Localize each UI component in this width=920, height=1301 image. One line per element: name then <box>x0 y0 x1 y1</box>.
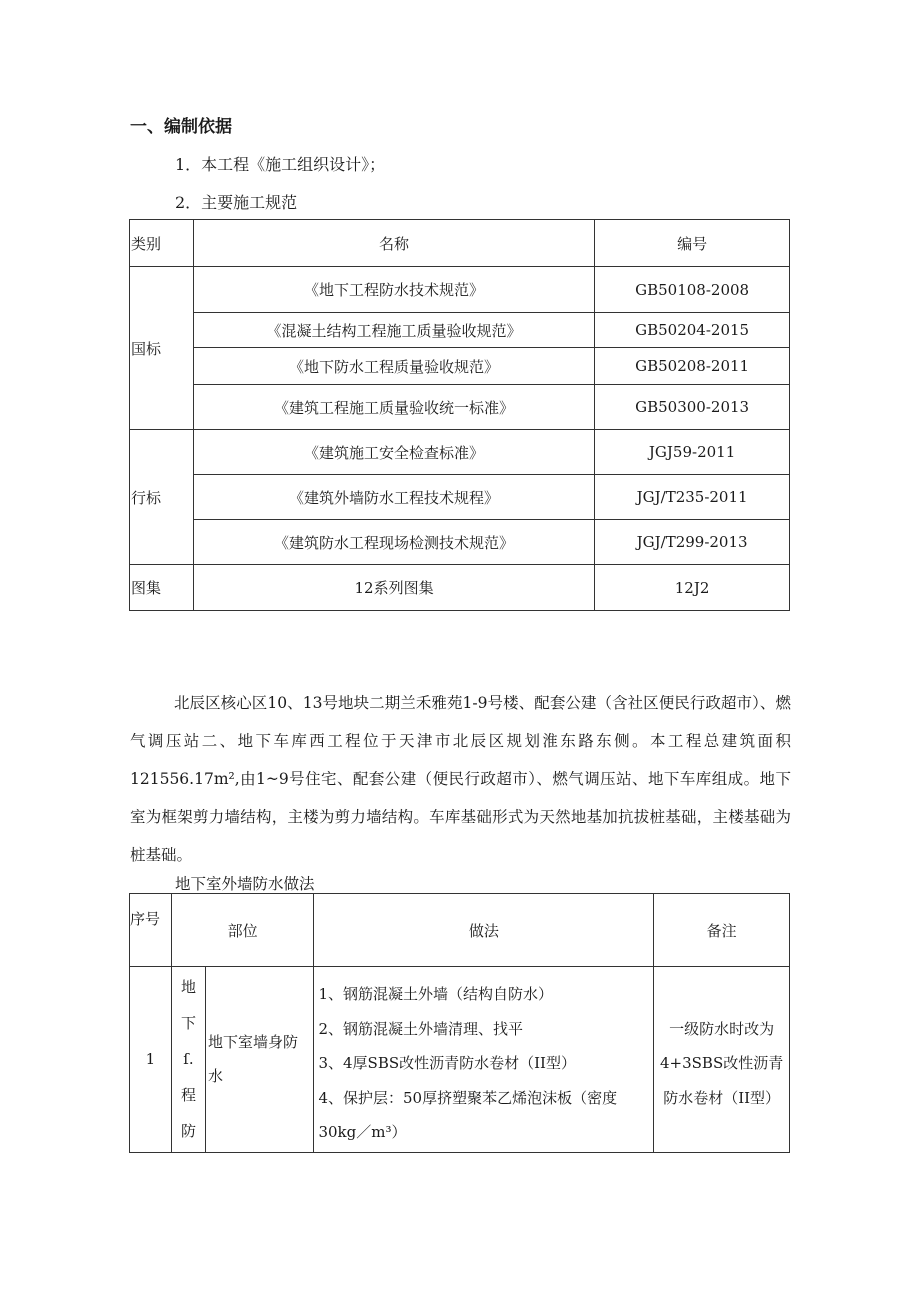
standard-name: 《建筑工程施工质量验收统一标准》 <box>193 385 594 430</box>
header-method: 做法 <box>314 894 654 967</box>
category-cell: 国标 <box>130 267 194 430</box>
table-row <box>130 430 790 475</box>
standard-name: 12系列图集 <box>193 565 594 611</box>
standard-code: GB50108-2008 <box>595 267 790 313</box>
header-code: 编号 <box>595 220 790 267</box>
table-row <box>130 520 790 565</box>
part-char: ſ. <box>183 1050 194 1069</box>
table-row <box>130 267 790 313</box>
category-cell: 行标 <box>130 430 194 565</box>
part-char: 防 <box>180 1122 196 1141</box>
standard-name: 《建筑施工安全检查标准》 <box>193 430 594 475</box>
table-row <box>130 565 790 611</box>
standard-name: 《地下防水工程质量验收规范》 <box>193 348 594 385</box>
standards-table <box>129 219 790 611</box>
method-step: 3、4厚SBS改性沥青防水卷材（II型） <box>318 1054 576 1072</box>
standard-code: GB50204-2015 <box>595 313 790 348</box>
section-heading: 一、编制依据 <box>130 117 232 137</box>
seq-cell: 1 <box>130 967 172 1153</box>
category-cell: 图集 <box>130 565 194 611</box>
table-header-row <box>130 894 790 967</box>
standard-code: GB50208-2011 <box>595 348 790 385</box>
method-step: 4、保护层：50厚挤塑聚苯乙烯泡沫板（密度30kg／m³） <box>318 1088 618 1141</box>
header-name: 名称 <box>193 220 594 267</box>
part-char: 下 <box>180 1014 196 1033</box>
standard-name: 《建筑外墙防水工程技术规程》 <box>193 475 594 520</box>
header-note: 备注 <box>654 894 790 967</box>
header-category: 类别 <box>130 220 194 267</box>
part-char: 程 <box>180 1086 196 1105</box>
table-row <box>130 967 790 1153</box>
method-step: 2、钢筋混凝土外墙清理、找平 <box>318 1019 523 1038</box>
header-part <box>171 894 314 967</box>
project-overview-paragraph: 北辰区核心区10、13号地块二期兰禾雅苑1-9号楼、配套公建（含社区便民行政超市）、燃气调压站二、地下车库西工程位于天津市北辰区规划淮东路东侧。本工程总建筑面积121556.17m²,由1~9号住宅、配套公建（便民行政超市）、燃气调压站、地下车库组成。地下室为框架剪力墙结构，主楼为剪力墙结构。车库基础形式为天然地基加抗拔桩基础，主楼基础为桩基础。 <box>130 694 791 864</box>
note-cell: 一级防水时改为4+3SBS改性沥青防水卷材（II型） <box>654 967 790 1153</box>
standard-code: JGJ/T299-2013 <box>595 520 790 565</box>
item-1: 1．本工程《施工组织设计》； <box>175 155 386 174</box>
item-2: 2．主要施工规范 <box>175 193 298 212</box>
standard-code: GB50300-2013 <box>595 385 790 430</box>
part-char: 地 <box>180 978 196 997</box>
header-part-label: 部位 <box>227 921 258 940</box>
waterproof-table-caption: 地下室外墙防水做法 <box>175 875 315 893</box>
method-step: 1、钢筋混凝土外墙（结构自防水） <box>318 985 553 1003</box>
part-vertical-cell <box>171 967 205 1153</box>
table-row <box>130 385 790 430</box>
part-sub-cell: 地下室墙身防水 <box>206 967 314 1153</box>
standard-code: JGJ59-2011 <box>595 430 790 475</box>
waterproof-table <box>129 893 790 1153</box>
table-row <box>130 348 790 385</box>
standard-name: 《混凝土结构工程施工质量验收规范》 <box>193 313 594 348</box>
standard-code: 12J2 <box>595 565 790 611</box>
table-header-row <box>130 220 790 267</box>
method-cell <box>314 967 654 1153</box>
standard-name: 《地下工程防水技术规范》 <box>193 267 594 313</box>
table-row <box>130 475 790 520</box>
table-row <box>130 313 790 348</box>
standard-name: 《建筑防水工程现场检测技术规范》 <box>193 520 594 565</box>
header-seq: 序号 <box>130 894 172 967</box>
standard-code: JGJ/T235-2011 <box>595 475 790 520</box>
